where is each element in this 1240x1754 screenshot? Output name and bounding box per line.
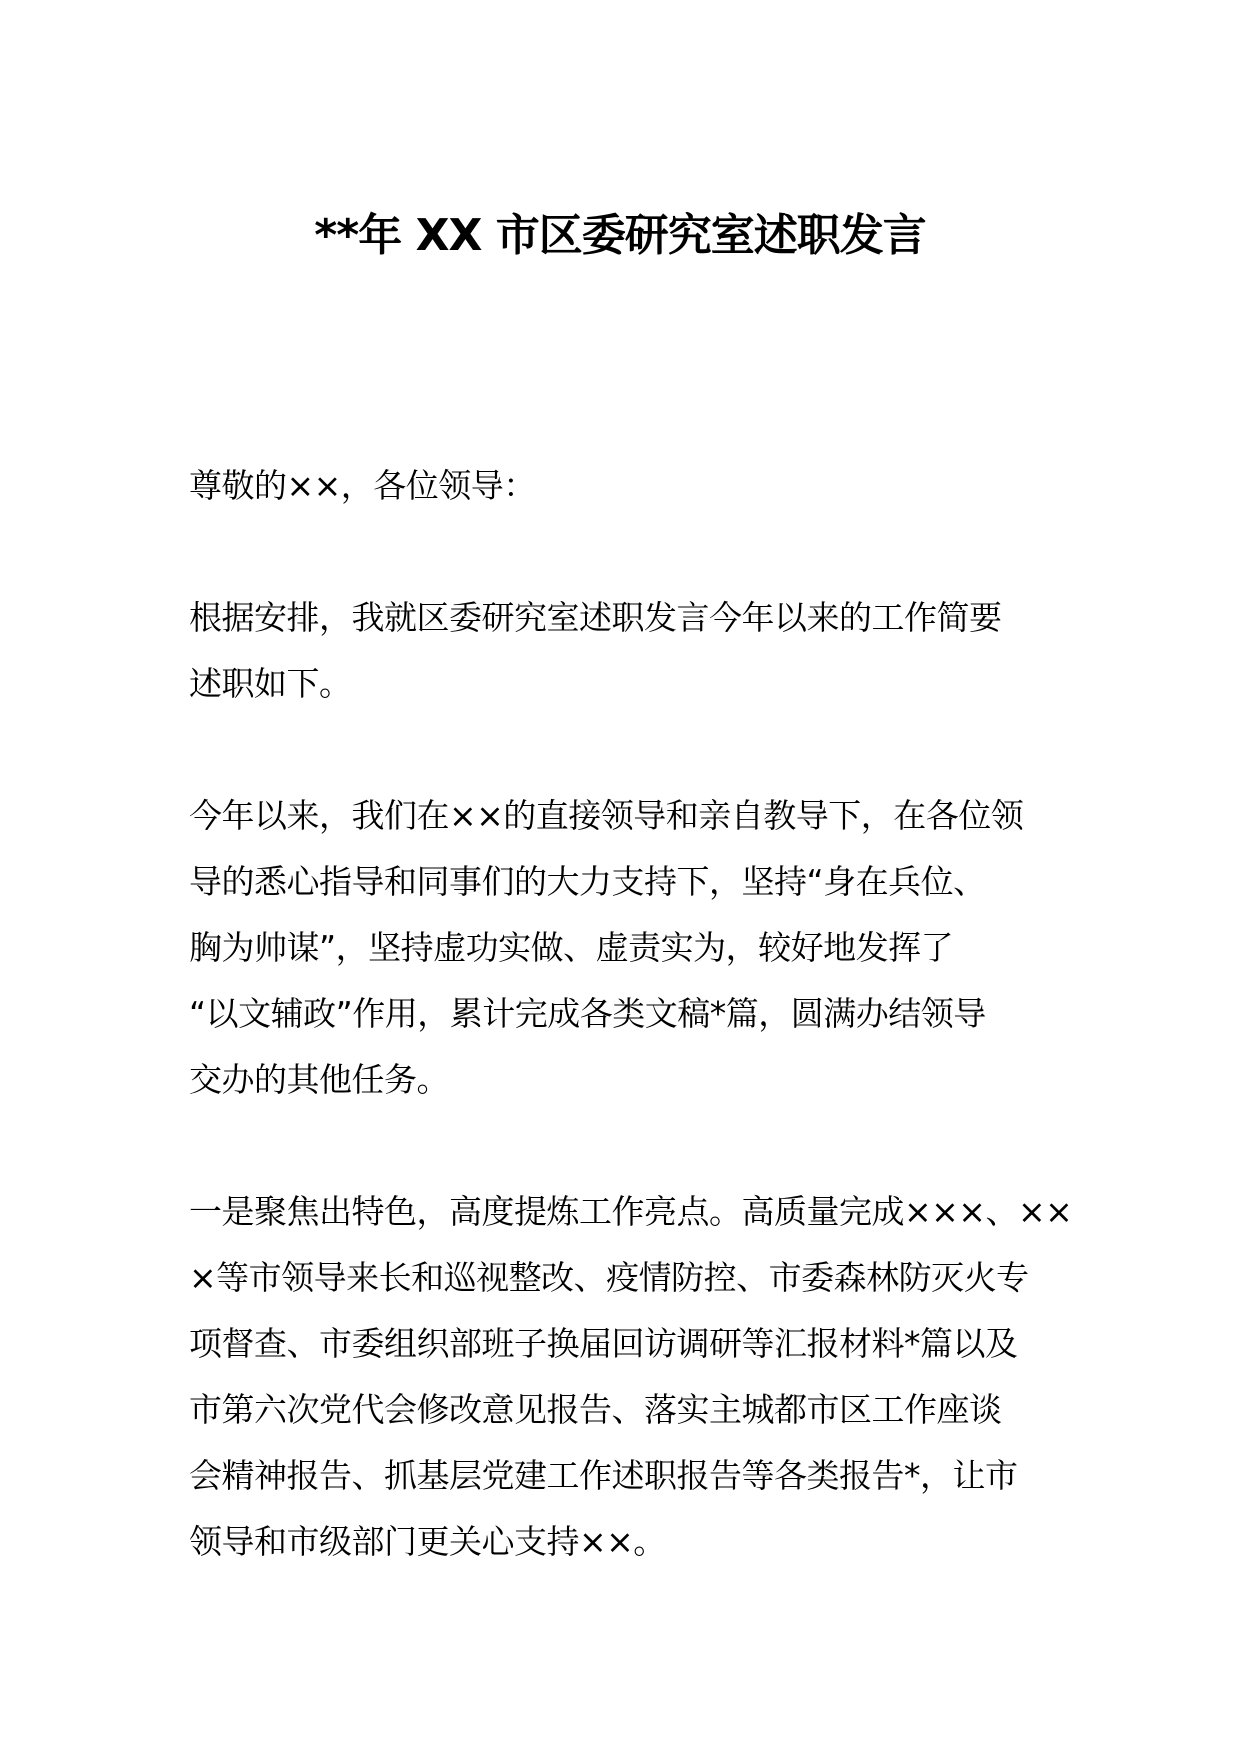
text-line: 尊敬的××，各位领导： bbox=[189, 466, 536, 505]
summary-paragraph bbox=[189, 783, 1069, 1113]
text-line: “以文辅政”作用，累计完成各类文稿*篇，圆满办结领导 bbox=[189, 994, 986, 1033]
text-line: 根据安排，我就区委研究室述职发言今年以来的工作简要 bbox=[189, 598, 1002, 637]
salutation-paragraph bbox=[189, 453, 1069, 519]
text-line: 述职如下。 bbox=[189, 664, 352, 703]
text-line: 一是聚焦出特色，高度提炼工作亮点。高质量完成×××、×× bbox=[189, 1192, 1073, 1231]
text-line: ×等市领导来长和巡视整改、疫情防控、市委森林防灭火专 bbox=[189, 1258, 1029, 1297]
text-line: 今年以来，我们在××的直接领导和亲自教导下，在各位领 bbox=[189, 796, 1024, 835]
text-line: 胸为帅谋”，坚持虚功实做、虚责实为，较好地发挥了 bbox=[189, 928, 954, 967]
intro-paragraph bbox=[189, 585, 1069, 717]
text-line: 导的悉心指导和同事们的大力支持下，坚持“身在兵位、 bbox=[189, 862, 986, 901]
text-line: 项督查、市委组织部班子换届回访调研等汇报材料*篇以及 bbox=[189, 1324, 1018, 1363]
text-line: 市第六次党代会修改意见报告、落实主城都市区工作座谈 bbox=[189, 1390, 1002, 1429]
text-line: 会精神报告、抓基层党建工作述职报告等各类报告*，让市 bbox=[189, 1456, 1018, 1495]
text-line: 交办的其他任务。 bbox=[189, 1060, 449, 1099]
point-one-paragraph bbox=[189, 1179, 1073, 1575]
document-title: **年 XX 市区委研究室述职发言 bbox=[314, 210, 926, 261]
text-line: 领导和市级部门更关心支持××。 bbox=[189, 1522, 666, 1561]
document-body bbox=[189, 453, 1073, 1641]
